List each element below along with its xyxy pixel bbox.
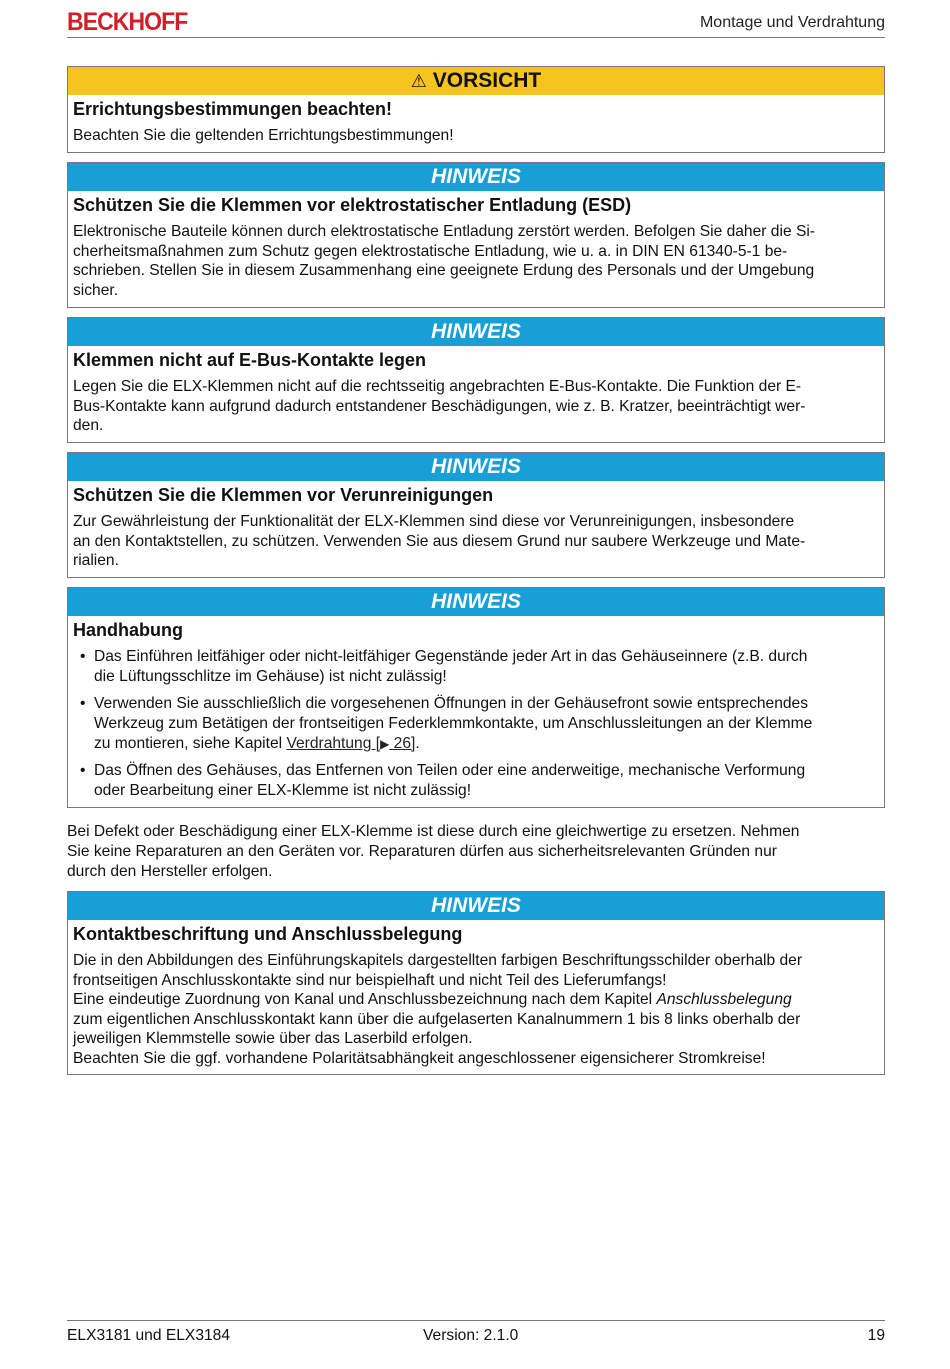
text-line: sicher. (73, 281, 119, 299)
text-line: durch den Hersteller erfolgen. (67, 863, 273, 880)
text-line: an den Kontaktstellen, zu schützen. Verwenden Sie aus diesem Grund nur saubere Werkzeuge und Mate- (73, 532, 806, 550)
text-line (73, 990, 879, 1010)
link-page: 26] (389, 735, 416, 752)
note-title: Schützen Sie die Klemmen vor elektrostatischer Entladung (ESD) (73, 195, 632, 215)
text-line: Bei Defekt oder Beschädigung einer ELX-Klemme ist diese durch eine gleichwertige zu ersetzen. Nehmen (67, 823, 800, 840)
text-line: Beachten Sie die ggf. vorhandene Polaritätsabhängkeit angeschlossener eigensicherer Stromkreise! (73, 1049, 766, 1067)
note-text (68, 512, 884, 571)
caution-bar (68, 67, 884, 95)
list-item (94, 647, 879, 687)
beckhoff-logo: BECKHOFF (67, 8, 188, 36)
text-line: Die in den Abbildungen des Einführungskapitels dargestellten farbigen Beschriftungsschilder oberhalb der (73, 952, 803, 969)
text-line: jeweiligen Klemmstelle sowie über das Laserbild erfolgen. (73, 1030, 473, 1048)
caution-label: VORSICHT (432, 69, 542, 92)
text-line: Elektronische Bauteile können durch elektrostatische Entladung zerstört werden. Befolgen Sie daher die Si- (73, 223, 816, 240)
text-line: Legen Sie die ELX-Klemmen nicht auf die rechtsseitig angebrachten E-Bus-Kontakte. Die Funktion der E- (73, 378, 802, 395)
note-text (68, 222, 884, 300)
footer-product: ELX3181 und ELX3184 (67, 1327, 231, 1344)
text-line: Werkzeug zum Betätigen der frontseitigen Federklemmkontakte, um Anschlussleitungen an der Klemme (94, 715, 813, 732)
note-title: Schützen Sie die Klemmen vor Verunreinigungen (73, 485, 494, 505)
text-span: zu montieren, siehe Kapitel (94, 735, 287, 752)
text-line: rialien. (73, 552, 119, 570)
text-line (94, 734, 879, 754)
link-label: Verdrahtung [ (286, 735, 381, 752)
handling-list (68, 647, 884, 801)
note-box-contamination (67, 452, 885, 578)
footer-version: Version: 2.1.0 (423, 1327, 519, 1344)
warning-triangle-icon: ⚠ (410, 71, 427, 91)
chapter-reference: Anschlussbelegung (656, 991, 792, 1009)
note-text (68, 951, 884, 1069)
text-line: die Lüftungsschlitze im Gehäuse) ist nicht zulässig! (94, 668, 447, 685)
text-line: • Verwenden Sie ausschließlich die vorgesehenen Öffnungen in der Gehäusefront sowie entsprechendes (94, 695, 809, 712)
note-box-labels (67, 891, 885, 1075)
text-line: • Das Einführen leitfähiger oder nicht-leitfähiger Gegenstände jeder Art in das Gehäuseinnere (z.B. durch (94, 648, 808, 665)
page-header (67, 6, 885, 38)
triangle-right-icon: ▶ (380, 737, 390, 751)
text-line: schrieben. Stellen Sie in diesem Zusammenhang eine geeignete Erdung des Personals und der Umgebung (73, 262, 815, 280)
caution-text: Beachten Sie die geltenden Errichtungsbestimmungen! (73, 127, 454, 144)
note-bar: HINWEIS (68, 163, 884, 191)
note-title: Handhabung (73, 620, 183, 640)
text-line: Sie keine Reparaturen an den Geräten vor. Reparaturen dürfen aus sicherheitsrelevanten Gründen nur (67, 843, 777, 860)
list-item (94, 761, 879, 801)
text-line: cherheitsmaßnahmen zum Schutz gegen elektrostatische Entladung, wie u. a. in DIN EN 61340-5-1 be- (73, 242, 788, 260)
note-bar: HINWEIS (68, 318, 884, 346)
text-line: oder Bearbeitung einer ELX-Klemme ist nicht zulässig! (94, 782, 472, 799)
note-bar: HINWEIS (68, 892, 884, 920)
text-span: . (415, 735, 420, 752)
caution-box (67, 66, 885, 153)
text-line: den. (73, 417, 104, 435)
text-line: frontseitigen Anschlusskontakte sind nur beispielhaft und nicht Teil des Lieferumfangs! (73, 971, 667, 989)
list-item (94, 694, 879, 754)
note-title: Kontaktbeschriftung und Anschlussbelegung (73, 924, 463, 944)
caution-title: Errichtungsbestimmungen beachten! (73, 99, 393, 119)
body-paragraph (67, 822, 885, 882)
note-bar: HINWEIS (68, 453, 884, 481)
page-footer (67, 1320, 885, 1351)
section-title: Montage und Verdrahtung (699, 14, 885, 31)
note-text (68, 377, 884, 436)
link-verdrahtung[interactable] (286, 735, 415, 752)
note-bar: HINWEIS (68, 588, 884, 616)
text-span: Eine eindeutige Zuordnung von Kanal und Anschlussbezeichnung nach dem Kapitel (73, 991, 657, 1009)
text-line: • Das Öffnen des Gehäuses, das Entfernen von Teilen oder eine anderweitige, mechanische Verformung (94, 762, 806, 779)
text-line: zum eigentlichen Anschlusskontakt kann über die aufgelaserten Kanalnummern 1 bis 8 links oberhalb der (73, 1010, 801, 1028)
note-title: Klemmen nicht auf E-Bus-Kontakte legen (73, 350, 427, 370)
note-box-esd (67, 162, 885, 308)
text-line: Zur Gewährleistung der Funktionalität der ELX-Klemmen sind diese vor Verunreinigungen, insbesondere (73, 513, 795, 530)
note-box-ebus (67, 317, 885, 443)
text-line: Bus-Kontakte kann aufgrund dadurch entstandener Beschädigungen, wie z. B. Kratzer, beeinträchtigt wer- (73, 397, 806, 415)
note-box-handling (67, 587, 885, 808)
footer-page-number: 19 (867, 1327, 885, 1344)
